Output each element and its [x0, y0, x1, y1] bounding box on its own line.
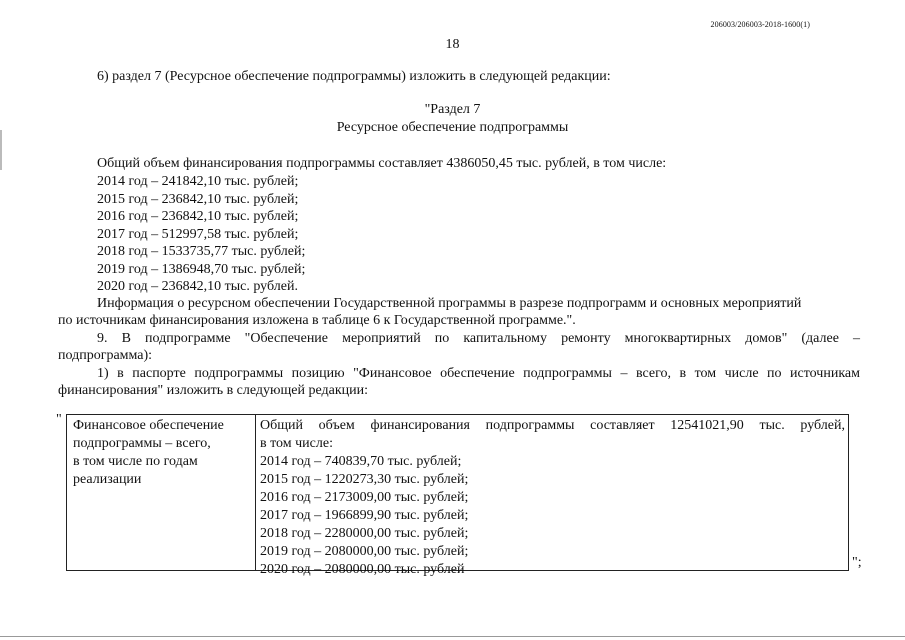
- right-cell-line: в том числе:: [260, 436, 333, 451]
- left-cell-line: Финансовое обеспечение: [73, 418, 224, 433]
- right-cell-year: 2018 год – 2280000,00 тыс. рублей;: [260, 526, 469, 541]
- right-cell-year: 2019 год – 2080000,00 тыс. рублей;: [260, 544, 469, 559]
- info-paragraph-line: по источникам финансирования изложена в таблице 6 к Государственной программе.".: [58, 313, 576, 328]
- right-cell-total: Общий объем финансирования подпрограммы составляет 12541021,90 тыс. рублей,: [260, 418, 845, 433]
- scan-bottom-edge: [0, 636, 905, 637]
- year-line: 2020 год – 236842,10 тыс. рублей.: [97, 279, 298, 294]
- item-6-text: 6) раздел 7 (Ресурсное обеспечение подпрограммы) изложить в следующей редакции:: [97, 69, 611, 84]
- left-cell-line: подпрограммы – всего,: [73, 436, 211, 451]
- item-9-line: 9. В подпрограмме "Обеспечение мероприятий по капитальному ремонту многоквартирных домов" (далее –: [97, 331, 860, 346]
- info-paragraph-line: Информация о ресурсном обеспечении Государственной программы в разрезе подпрограмм и основных мероприятий: [97, 296, 802, 311]
- passport-table: [66, 414, 849, 577]
- section-subtitle: Ресурсное обеспечение подпрограммы: [336, 120, 569, 135]
- funding-total-text: Общий объем финансирования подпрограммы составляет 4386050,45 тыс. рублей, в том числе:: [97, 156, 667, 171]
- right-cell-year: 2017 год – 1966899,90 тыс. рублей;: [260, 508, 469, 523]
- right-cell-year: 2020 год – 2080000,00 тыс. рублей: [260, 562, 465, 577]
- table-right-cell: [260, 417, 845, 579]
- document-id: 206003/206003-2018-1600(1): [710, 20, 810, 29]
- year-line: 2014 год – 241842,10 тыс. рублей;: [97, 174, 299, 189]
- right-cell-year: 2015 год – 1220273,30 тыс. рублей;: [260, 472, 469, 487]
- table-open-quote: ": [56, 412, 62, 427]
- year-line: 2019 год – 1386948,70 тыс. рублей;: [97, 262, 306, 277]
- table-left-cell: [73, 417, 251, 489]
- subitem-1-line: финансирования" изложить в следующей редакции:: [58, 383, 369, 398]
- table-column-divider: [255, 415, 256, 570]
- right-cell-year: 2016 год – 2173009,00 тыс. рублей;: [260, 490, 469, 505]
- item-9-line: подпрограмма):: [58, 348, 153, 363]
- year-line: 2016 год – 236842,10 тыс. рублей;: [97, 209, 299, 224]
- right-cell-year: 2014 год – 740839,70 тыс. рублей;: [260, 454, 462, 469]
- left-cell-line: в том числе по годам: [73, 454, 198, 469]
- left-cell-line: реализации: [73, 472, 142, 487]
- year-line: 2017 год – 512997,58 тыс. рублей;: [97, 227, 299, 242]
- section-title: "Раздел 7: [424, 102, 481, 117]
- year-line: 2015 год – 236842,10 тыс. рублей;: [97, 192, 299, 207]
- page-number: 18: [445, 37, 460, 52]
- subitem-1-line: 1) в паспорте подпрограммы позицию "Финансовое обеспечение подпрограммы – всего, в том числе по источникам: [97, 366, 860, 381]
- year-line: 2018 год – 1533735,77 тыс. рублей;: [97, 244, 306, 259]
- table-close-quote: ";: [852, 555, 862, 570]
